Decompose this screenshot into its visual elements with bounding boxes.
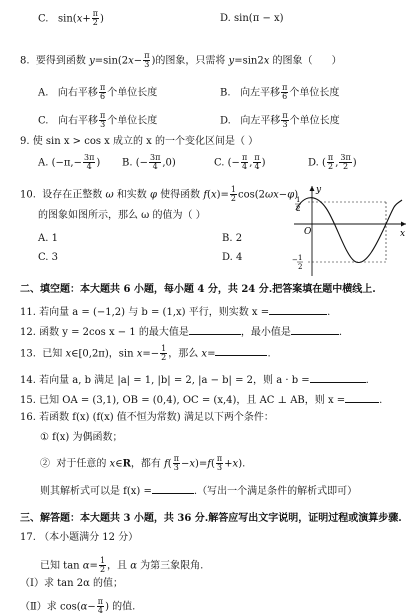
q8-option-d: D. 向左平移 $\frac{\pi}{3}$ 个单位长度 [220,111,340,130]
q10-option-a: A. 1 [38,233,58,244]
q13: 13. 已知 x∈[0,2π)，sin x=− $\frac{1}{2}$ ，那么 x= . [20,344,271,363]
graph-top-tick: 1 [296,196,301,204]
q10-option-c: C. 3 [38,252,59,263]
q9-option-b: B. (− $\frac{3\pi}{4}$ ,0) [122,153,176,172]
q17-part-2: （Ⅱ）求 cos(α− $\frac{\pi}{4}$ ) 的值. [20,597,136,616]
svg-text:2: 2 [298,263,303,271]
q9-option-d: D. ( $\frac{\pi}{2}$ , $\frac{3\pi}{2}$ ) [308,153,357,172]
graph-y-label: y [316,185,322,195]
q9-option-a: A. (−π,− $\frac{3\pi}{4}$ ) [38,153,101,172]
section2-header: 二、填空题：本大题共 6 小题，每小题 4 分，共 24 分.把答案填在题中横线上. [20,284,376,295]
q12: 12. 函数 y = 2cos x − 1 的最大值是 ，最小值是 . [20,327,343,338]
q10-option-d: D. 4 [222,252,243,263]
q8-option-c: C. 向右平移 $\frac{\pi}{3}$ 个单位长度 [38,111,158,130]
q7-option-c: C. sin(x+ $\frac{\pi}{2}$ ) [38,9,104,28]
q16-condition-1: ① f(x) 为偶函数； [40,432,123,443]
q10-option-b: B. 2 [222,233,243,244]
q9-option-c: C. (− $\frac{\pi}{4}$ , $\frac{\pi}{4}$ ) [214,153,266,172]
q10-graph [290,180,410,280]
q7-option-d: D. sin(π − x) [220,13,284,24]
q17-given: 已知 tan α= $\frac{1}{2}$ ，且 α 为第三象限角. [40,556,204,575]
q9-stem: 9. 使 sin x > cos x 成立的 x 的一个变化区间是（ ） [20,136,259,147]
q8-option-a: A. 向右平移 $\frac{\pi}{6}$ 个单位长度 [38,83,158,102]
q16: 16. 若函数 f(x) (f(x) 值不恒为常数) 满足以下两个条件： [20,412,274,423]
q11: 11. 若向量 a = (−1,2) 与 b = (1,x) 平行，则实数 x = . [20,307,331,318]
q16-answer-line: 则其解析式可以是 f(x) = .（写出一个满足条件的解析式即可） [40,486,358,497]
graph-bottom-tick: − [292,256,298,264]
q8-stem: 8. 要得到函数 y=sin(2x− $\frac{\pi}{3}$ )的图象，只需将 y=sin2x 的图象（ ） [20,51,342,70]
section3-header: 三、解答题：本大题共 3 小题，共 36 分.解答应写出文字说明，证明过程或演算步骤. [20,513,402,524]
q8-option-b: B. 向左平移 $\frac{\pi}{6}$ 个单位长度 [220,83,340,102]
q16-condition-2: ② 对于任意的 x∈R，都有 f( $\frac{\pi}{3}$ −x)=f( $\frac{\pi}{3}$ +x). [40,454,246,473]
svg-text:2: 2 [296,205,301,213]
svg-text:1: 1 [298,254,303,262]
graph-origin-label: O [304,227,312,237]
q10-stem: 10. 设存在正整数 ω 和实数 φ 使得函数 f(x)= $\frac{1}{2}$ cos(2ωx−φ) [20,185,299,204]
q10-stem-2: 的图象如图所示，那么 ω 的值为（ ） [38,210,206,221]
q15: 15. 已知 OA = (3,1), OB = (0,4), OC = (x,4)，且 AC ⊥ AB，则 x = . [20,395,383,406]
q14: 14. 若向量 a, b 满足 |a| = 1, |b| = 2, |a − b| = 2，则 a · b = . [20,375,369,386]
q17-part-1: （Ⅰ）求 tan 2α 的值； [20,578,124,589]
graph-x-label: x [400,229,406,239]
q17-title: 17. （本小题满分 12 分） [20,532,139,543]
